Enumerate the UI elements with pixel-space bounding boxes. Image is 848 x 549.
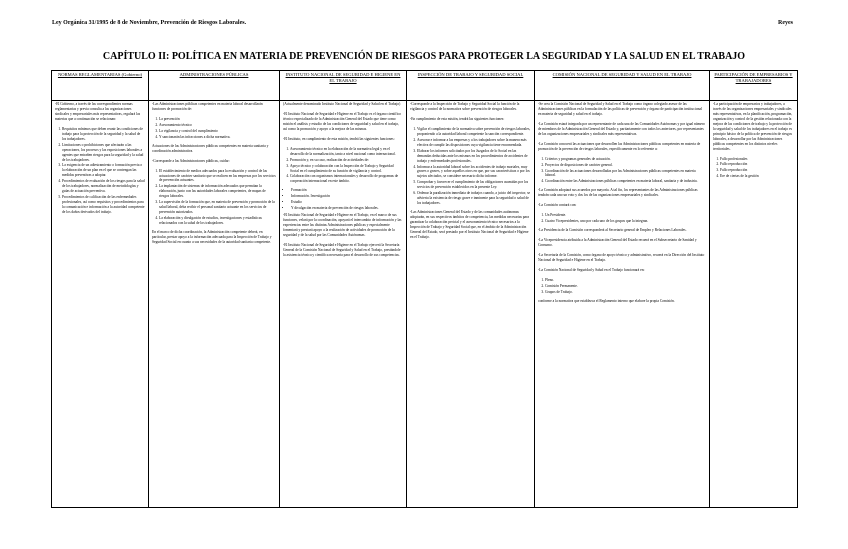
list-item: 2. Proyectos de disposiciones de carácter general.	[545, 163, 706, 168]
paragraph: -Corresponde a las Administraciones públicas, cuidar:	[152, 158, 230, 163]
list-item: 3. La vigilancia y control del cumplimiento	[159, 129, 276, 134]
bullet-list	[283, 188, 403, 211]
list-item: 1. Vigilar el cumplimiento de la normativa sobre prevención de riesgos laborales, proponiendo a la autoridad laboral competente la sanción correspondiente.	[417, 127, 531, 137]
paragraph: -La Presidencia de la Comisión corresponderá al Secretario general de Empleo y Relaciones Laborales.	[538, 228, 687, 233]
numbered-list	[538, 157, 706, 185]
list-item: 4. Coordinación entre las Administraciones públicas competentes en materia laboral, sanitaria y de industria.	[545, 179, 706, 184]
list-item: 2. Cuatro Vicepresidentes, uno por cada uno de los grupos que la integran.	[545, 219, 706, 224]
list-item: • Información. Investigación	[291, 194, 403, 199]
column-cell-normas	[52, 101, 149, 508]
numbered-list	[538, 213, 706, 224]
list-item: 1. Fallo profesionales	[720, 157, 794, 162]
list-item: 1. Pleno.	[545, 278, 706, 283]
list-item: 3. La supervisión de la formación que, en materia de prevención y promoción de la salud laboral, deba recibir el personal sanitario actuante en los servicios de prevención autorizados.	[159, 200, 276, 215]
list-item: 5. Comprobar y favorecer el cumplimiento de las obligaciones asumidas por los servicios de prevención establecidos en la presente Ley.	[417, 180, 531, 190]
chapter-title: CAPÍTULO II: POLÍTICA EN MATERIA DE PREVENCIÓN DE RIESGOS PARA PROTEGER LA SEGURIDAD Y LA SALUD EN EL TRABAJO	[102, 51, 746, 62]
paragraph: -La Comisión estará integrada por un representante de cada una de las Comunidades Autónomas y por igual número de miembros de la Administración General del Estado y, paritariamente con todos los anteriores, por representantes de las organizaciones empresariales y sindicales más representativas.	[538, 121, 705, 136]
table-header-row	[52, 71, 798, 101]
list-item: 5. Procedimientos de calificación de las enfermedades profesionales, así como requisitos y procedimientos para la comunicación e información a la autoridad competente de los daños derivados del trabajo.	[62, 195, 145, 215]
paragraph: -Las Administraciones públicas competentes en materia laboral desarrollarán funciones de promoción de:	[152, 102, 263, 111]
paragraph: -El Instituto, en cumplimiento de esta misión, tendrá las siguientes funciones:	[283, 136, 395, 141]
list-item: 3. Apoyo técnico y colaboración con la Inspección de Trabajo y Seguridad Social en el cumplimiento de su función de vigilancia y control.	[290, 164, 403, 174]
list-item: 4. Ere de ciertas de la gestión	[720, 174, 794, 179]
column-cell-administraciones	[149, 101, 280, 508]
list-item: 1. Criterios y programas generales de actuación.	[545, 157, 706, 162]
list-item: • Estudio	[291, 200, 403, 205]
paragraph: -Las Administraciones General del Estado y de las comunidades autónomas adoptarán, en sus respectivos ámbitos de competencia, las medidas necesarias para garantizar la colaboración pericial y el asesoramiento técnico necesarios a la Inspección de Trabajo y Seguridad Social que, en el ámbito de la Administración General del Estado, será prestado por el Instituto Nacional de Seguridad e Higiene en el Trabajo.	[410, 210, 529, 239]
list-item: 4. Y sancionarán las infracciones a dicha normativa.	[159, 135, 276, 140]
paragraph: conforme a la normativa que establezca el Reglamento interno que elabore la propia Comisión.	[538, 298, 675, 303]
column-heading: ADMINISTRACIONES PÚBLICAS	[149, 71, 280, 101]
list-item: 1. Un Presidente.	[545, 213, 706, 218]
column-heading: INSTITUTO NACIONAL DE SEGURIDAD E HIGIENE EN EL TRABAJO	[280, 71, 407, 101]
paragraph: -La Secretaría de la Comisión, como órgano de apoyo técnico y administrativo, recaerá en la Dirección del Instituto Nacional de Seguridad e Higiene en el Trabajo.	[538, 253, 705, 262]
list-item: 3. Elaborar los informes solicitados por los Juzgados de lo Social en las demandas deducidas ante los mismos en los procedimientos de accidentes de trabajo y enfermedades profesionales.	[417, 149, 531, 164]
list-item: 4. Procedimientos de evaluación de los riesgos para la salud de los trabajadores, normalización de metodologías y guías de actuación preventiva.	[62, 179, 145, 194]
list-item: 1. Asesoramiento técnico en la elaboración de la normativa legal y en el desarrollo de la normalización, tanto a nivel nacional como internacional.	[290, 147, 403, 157]
list-item: 3. La exigencia de un adiestramiento o formación previa o la elaboración de un plan en el que se contengan las medidas preventivas a adoptar.	[62, 163, 145, 178]
running-header-left: Ley Orgánica 31/1995 de 8 de Noviembre, Prevención de Riesgos Laborales.	[52, 20, 247, 26]
list-item: 2. Fallo reproducción	[720, 162, 794, 167]
list-item: 6. Ordenar la paralización inmediata de trabajos cuando, a juicio del inspector, se advierta la existencia de riesgo grave e inminente para la seguridad o salud de los trabajadores.	[417, 191, 531, 206]
paragraph: En el marco de dicha coordinación, la Administración competente deberá, en particular, prestar apoyo a la información adecuada para la Inspección de Trabajo y Seguridad Social en cuanto a sus necesidades de la autoridad sanitaria competente.	[152, 230, 272, 244]
list-item: 2. La implantación de sistemas de información adecuados que permitan la elaboración, junto con las autoridades laborales competentes, de mapas de riesgos laborales.	[159, 184, 276, 199]
paragraph: -El Gobierno, a través de las correspondientes normas reglamentarias y previa consulta a las organizaciones sindicales y empresariales más representativas, regulará las materias que a continuación se relacionan:	[55, 102, 141, 121]
list-item: 4. Colaboración con organismos internacionales y desarrollo de programas de cooperación internacional en este ámbito.	[290, 174, 403, 184]
column-cell-participacion	[710, 101, 798, 508]
column-heading: PARTICIPACIÓN DE EMPRESARIOS Y TRABAJADORES	[710, 71, 798, 101]
paragraph: -La Comisión contará con:	[538, 203, 577, 208]
numbered-list	[283, 147, 403, 185]
list-item: 4. Informar a la autoridad laboral sobre los accidentes de trabajo mortales, muy graves o graves, y sobre aquellos otros en que, por sus características o por los sujetos afectados, se considere necesario dicho informe.	[417, 165, 531, 180]
paragraph: (Actualmente denominado Instituto Nacional de Seguridad y Salud en el Trabajo)	[283, 102, 401, 106]
list-item: 1. La prevención	[159, 117, 276, 122]
column-cell-inspeccion	[407, 101, 535, 508]
list-item: 3. Coordinación de las actuaciones desarrolladas por las Administraciones públicas competentes en materia laboral.	[545, 169, 706, 179]
list-item: 3. Grupos de Trabajo.	[545, 290, 706, 295]
numbered-list	[152, 117, 276, 140]
list-item: 3. Fallo reproducción	[720, 168, 794, 173]
list-item: 1. Requisitos mínimos que deben reunir las condiciones de trabajo para la protección de la seguridad y la salud de los trabajadores.	[62, 127, 145, 142]
paragraph: -El Instituto Nacional de Seguridad e Higiene en el Trabajo es el órgano científico técnico especializado de la Administración General del Estado que tiene como misión el análisis y estudio de las condiciones de seguridad y salud en el trabajo, así como la promoción y apoyo a la mejora de las mismas.	[283, 111, 401, 131]
column-heading: INSPECCIÓN DE TRABAJO Y SEGURIDAD SOCIAL	[407, 71, 535, 101]
list-item: • Formación	[291, 188, 403, 193]
column-heading: COMISIÓN NACIONAL DE SEGURIDAD Y SALUD EN EL TRABAJO	[535, 71, 710, 101]
list-item: 2. Asesoramiento técnico	[159, 123, 276, 128]
list-item: 4. La elaboración y divulgación de estudios, investigaciones y estadísticas relacionados con la salud de los trabajadores.	[159, 216, 276, 226]
paragraph: -La Vicepresidencia atribuida a la Administración General del Estado recaerá en el Subsecretario de Sanidad y Consumo.	[538, 238, 697, 248]
numbered-list	[538, 278, 706, 295]
paragraph: -El Instituto Nacional de Seguridad e Higiene en el Trabajo ejercerá la Secretaría General de la Comisión Nacional de Seguridad y Salud en el Trabajo, prestándole la asistencia técnica y científica necesaria para el desarrollo de sus competencias.	[283, 242, 401, 257]
list-item: 2. Limitaciones o prohibiciones que afectarán a las operaciones, los procesos y las exposiciones laborales a agentes que entrañen riesgos para la seguridad y la salud de los trabajadores.	[62, 143, 145, 163]
paragraph: -El Instituto Nacional de Seguridad e Higiene en el Trabajo, en el marco de sus funciones, velará por la coordinación, apoyará el intercambio de información y las experiencias entre las distintas Administraciones públicas y especialmente fomentará y prestará apoyo a la realización de actividades de promoción de la seguridad y de la salud por las Comunidades Autónomas.	[283, 213, 402, 238]
paragraph: -La Comisión adoptará sus acuerdos por mayoría. A tal fin, los representantes de las Administraciones públicas tendrán cada uno un voto y dos los de las organizaciones empresariales y sindicales.	[538, 188, 698, 198]
list-item: 2. Comisión Permanente.	[545, 284, 706, 289]
list-item: • Y divulgación en materia de prevención de riesgos laborales.	[291, 206, 403, 211]
numbered-list	[410, 127, 531, 206]
table-body-row	[52, 101, 798, 508]
list-item: 2. Promoción y, en su caso, realización de actividades de:	[290, 158, 403, 163]
numbered-list	[152, 169, 276, 226]
column-cell-instituto	[280, 101, 407, 508]
running-header-right: Reyes	[778, 20, 793, 26]
paragraph: Actuaciones de las Administraciones públicas competentes en materia sanitaria y coordinación administrativa.	[152, 143, 269, 153]
paragraph: -La Comisión conocerá las actuaciones que desarrollen las Administraciones públicas competentes en materia de promoción de la prevención de riesgos laborales, específicamente en lo referente a:	[538, 141, 701, 151]
paragraph: -La Comisión Nacional de Seguridad y Salud en el Trabajo funcionará en:	[538, 267, 645, 272]
numbered-list	[713, 157, 794, 180]
paragraph: -Corresponde a la Inspección de Trabajo y Seguridad Social la función de la vigilancia y control de la normativa sobre prevención de riesgos laborales.	[410, 102, 520, 111]
paragraph: -La participación de empresarios y trabajadores, a través de las organizaciones empresariales y sindicales más representativas, en la planificación, programación, organización y control de la gestión relacionada con la mejora de las condiciones de trabajo y la protección de la seguridad y salud de los trabajadores en el trabajo es principio básico de la política de prevención de riesgos laborales, a desarrollar por las Administraciones públicas competentes en los distintos niveles territoriales.	[713, 102, 793, 151]
list-item: 2. Asesorar e informar a las empresas y a los trabajadores sobre la manera más efectiva de cumplir las disposiciones cuya vigilancia tiene encomendada.	[417, 138, 531, 148]
paragraph: -En cumplimiento de esta misión, tendrá las siguientes funciones:	[410, 116, 505, 121]
paragraph: -Se crea la Comisión Nacional de Seguridad y Salud en el Trabajo como órgano colegiado asesor de las Administraciones públicas en la formulación de las políticas de prevención y órgano de participación institucional en materia de seguridad y salud en el trabajo.	[538, 102, 702, 116]
numbered-list	[55, 127, 145, 215]
comparison-table	[51, 70, 798, 508]
column-heading: NORMAS REGLAMENTARIAS (Gobierno)	[52, 71, 149, 101]
column-cell-comision	[535, 101, 710, 508]
list-item: 1. El establecimiento de medios adecuados para la evaluación y control de las actuaciones de carácter sanitario que se realicen en las empresas por los servicios de prevención actuantes.	[159, 169, 276, 184]
